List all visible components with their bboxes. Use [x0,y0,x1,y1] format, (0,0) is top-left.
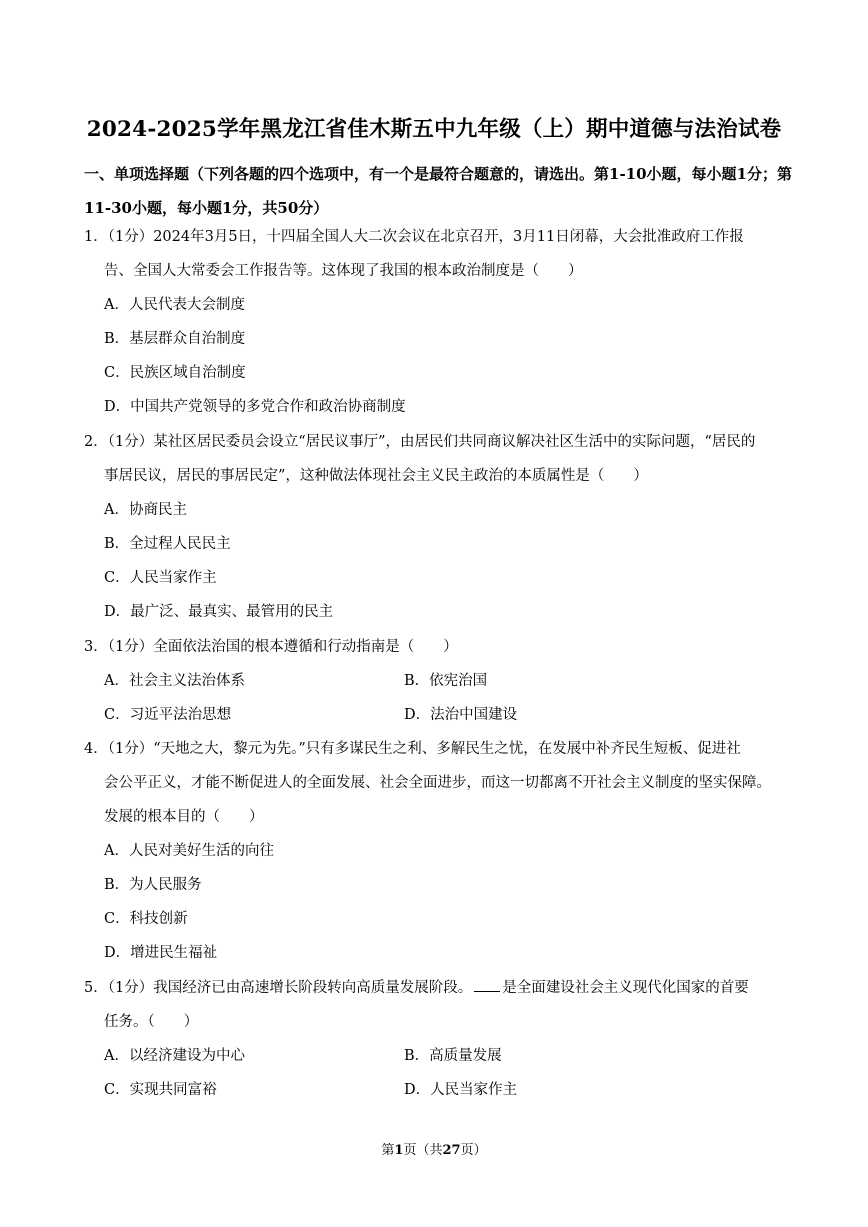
section-heading: 一、单项选择题（下列各题的四个选项中，有一个是最符合题意的，请选出。第1-10小题，每小题1分；第11-30小题，每小题1分，共50分） [84,165,792,217]
question-5-line-2: 任务。（ ） [104,1014,199,1030]
question-2-option-a: A．协商民主 [104,502,187,518]
question-1-option-a: A．人民代表大会制度 [104,297,245,313]
question-4-option-c: C．科技创新 [104,911,188,927]
page-title: 2024-2025学年黑龙江省佳木斯五中九年级（上）期中道德与法治试卷 [86,117,782,142]
question-5-line-1 [84,976,749,997]
page-footer [0,1139,868,1158]
question-5-option-b: B．高质量发展 [404,1048,502,1064]
question-4-line-3: 发展的根本目的（ ） [104,809,264,825]
question-4-option-b: B．为人民服务 [104,877,202,893]
question-5-option-d: D．人民当家作主 [404,1082,518,1098]
question-1-option-b: B．基层群众自治制度 [104,331,246,347]
question-5-option-c: C．实现共同富裕 [104,1082,217,1098]
question-2-line-2: 事居民议，居民的事居民定”，这种做法体现社会主义民主政治的本质属性是（ ） [104,468,648,484]
footer-suffix: 页） [460,1143,487,1158]
question-4-option-a: A．人民对美好生活的向往 [104,843,274,859]
question-3-option-c: C．习近平法治思想 [104,707,232,723]
question-5-text-before-blank: 5．（1分）我国经济已由高速增长阶段转向高质量发展阶段。 [84,980,473,996]
question-3-line-1: 3．（1分）全面依法治国的根本遵循和行动指南是（ ） [84,639,458,655]
question-4-option-d: D．增进民生福祉 [104,945,218,961]
footer-page-number: 1 [394,1143,404,1158]
question-2-line-1: 2．（1分）某社区居民委员会设立“居民议事厅”，由居民们共同商议解决社区生活中的实际问题，“居民的 [84,434,756,450]
question-2-option-c: C．人民当家作主 [104,570,217,586]
question-3-option-d: D．法治中国建设 [404,707,518,723]
question-5-text-after-blank: 是全面建设社会主义现代化国家的首要 [502,980,749,996]
footer-middle: 页（共 [403,1143,443,1158]
question-2-option-d: D．最广泛、最真实、最管用的民主 [104,604,334,620]
question-3-option-a: A．社会主义法治体系 [104,673,245,689]
footer-total-pages: 27 [442,1143,461,1158]
footer-prefix: 第 [381,1143,395,1158]
question-5-option-a: A．以经济建设为中心 [104,1048,245,1064]
question-4-line-2: 会公平正义，才能不断促进人的全面发展、社会全面进步，而这一切都离不开社会主义制度的坚实保障。 [104,775,771,791]
question-1-option-d: D．中国共产党领导的多党合作和政治协商制度 [104,399,406,415]
question-2-option-b: B．全过程人民民主 [104,536,231,552]
question-1-line-1: 1．（1分）2024年3月5日，十四届全国人大二次会议在北京召开，3月11日闭幕，大会批准政府工作报 [84,229,744,245]
question-1-option-c: C．民族区域自治制度 [104,365,246,381]
question-1-line-2: 告、全国人大常委会工作报告等。这体现了我国的根本政治制度是（ ） [104,263,583,279]
question-3-option-b: B．依宪治国 [404,673,488,689]
answer-blank [474,979,500,992]
question-4-line-1: 4．（1分）“天地之大，黎元为先。”只有多谋民生之利、多解民生之忧，在发展中补齐民生短板、促进社 [84,741,741,757]
